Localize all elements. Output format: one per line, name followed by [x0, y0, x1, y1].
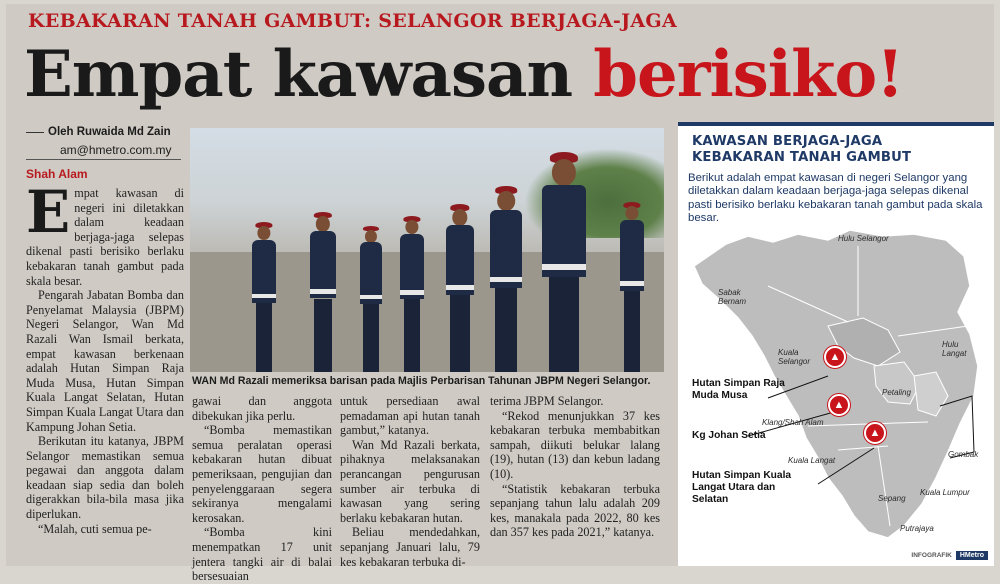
- officer-figure: [310, 212, 336, 372]
- article-column-2: [192, 394, 332, 584]
- paragraph: Berikutan itu katanya, JBPM Selangor memastikan semua pegawai dan anggota dalam keadaan siap sedia dan boleh digerakkan bila-bila masa jika diperlukan.: [26, 434, 184, 522]
- officer-figure: [620, 202, 644, 372]
- district-label: Gombak: [948, 450, 979, 459]
- byline-rule: [26, 132, 44, 133]
- photo-caption: WAN Md Razali memeriksa barisan pada Majlis Perbarisan Tahunan JBPM Negeri Selangor.: [192, 375, 651, 387]
- paragraph: Wan Md Razali berkata, pihaknya melaksanakan perancangan pengurusan sumber air terbuka di kawasan yang sering berlaku kebakaran hutan.: [340, 437, 480, 525]
- hmetro-logo: HMetro: [956, 551, 988, 560]
- parade-photo: [190, 128, 664, 372]
- paragraph: untuk persediaan awal pemadaman api hutan tanah gambut,” katanya.: [340, 394, 480, 438]
- officer-figure: [542, 152, 586, 372]
- district-label: Kuala Selangor: [778, 348, 811, 366]
- article-column-1: [26, 178, 184, 566]
- infographic-footer: [911, 551, 988, 560]
- paragraph: mpat kawasan di negeri ini diletakkan dalam keadaan berjaga-jaga selepas dikenal pasti berisiko berlaku kebakaran tanah gambut pada skala besar.: [26, 186, 184, 288]
- article-column-4: [490, 394, 660, 564]
- email-rule: [26, 159, 181, 160]
- paragraph: “Statistik kebakaran terbuka sepanjang tahun lalu adalah 209 kes, manakala pada 2022, 80 kes dan 357 kes pada 2021,” katanya.: [490, 481, 660, 540]
- fire-icon: ▲: [864, 422, 886, 444]
- headline-part1: Empat kawasan: [24, 37, 594, 112]
- officer-figure: [446, 204, 474, 372]
- district-label: Sepang: [878, 494, 906, 503]
- officer-figure: [252, 222, 276, 372]
- byline: Oleh Ruwaida Md Zain: [48, 126, 171, 138]
- paragraph: Pengarah Jabatan Bomba dan Penyelamat Malaysia (JBPM) Negeri Selangor, Wan Md Razali Wan Ismail berkata, empat kawasan berkenaan adalah Hutan Simpan Raja Muda Musa, Hutan Simpan Kuala Langat Selatan, Hutan Simpan Kuala Langat Utara dan Kampung Johan Setia.: [26, 288, 184, 434]
- site-label-raja-muda-musa: Hutan Simpan Raja Muda Musa: [692, 378, 785, 401]
- district-label: Hulu Langat: [942, 340, 967, 358]
- district-label: Klang/Shah Alam: [762, 418, 824, 427]
- infographic-title: [692, 134, 911, 166]
- officer-figure: [490, 186, 522, 372]
- district-label: Kuala Langat: [788, 456, 836, 465]
- district-label: Putrajaya: [900, 524, 934, 533]
- headline-part2: berisiko!: [593, 37, 904, 112]
- district-label: Petaling: [882, 388, 911, 397]
- location: Shah Alam: [26, 167, 88, 181]
- newspaper-page: [6, 4, 994, 584]
- headline: [24, 30, 903, 120]
- kicker: KEBAKARAN TANAH GAMBUT: SELANGOR BERJAGA-JAGA: [28, 10, 677, 32]
- paragraph: “Rekod menunjukkan 37 kes kebakaran terbuka membabitkan sampah, diikuti belukar lalang (19), hutan (13) dan kebun ladang (10).: [490, 408, 660, 481]
- paragraph: “Bomba kini menempatkan 17 unit jentera tangki air di balai bersesuaian: [192, 525, 332, 584]
- author-email[interactable]: am@hmetro.com.my: [60, 143, 172, 157]
- dropcap: E: [26, 178, 71, 246]
- officer-figure: [360, 226, 382, 372]
- infographic-description: Berikut adalah empat kawasan di negeri Selangor yang diletakkan dalam keadaan berjaga-jaga selepas dikenal pasti berisiko berlaku kebakaran tanah gambut pada skala besar.: [688, 172, 983, 225]
- infographic-credit: INFOGRAFIK: [911, 552, 952, 559]
- paragraph: Beliau mendedahkan, sepanjang Januari lalu, 79 kes kebakaran terbuka di-: [340, 525, 480, 569]
- selangor-map: [678, 226, 994, 548]
- site-label-kuala-langat: Hutan Simpan Kuala Langat Utara dan Selatan: [692, 470, 792, 505]
- district-label: Kuala Lumpur: [920, 488, 970, 497]
- officer-figure: [400, 216, 424, 372]
- infographic-title-line1: KAWASAN BERJAGA-JAGA: [692, 134, 883, 149]
- fire-icon: ▲: [828, 394, 850, 416]
- paragraph: “Bomba memastikan semua peralatan operasi kebakaran hutan dibuat pemeriksaan, pengujian dan penyelenggaraan segera sekiranya mengalami kerosakan.: [192, 423, 332, 525]
- paragraph: terima JBPM Selangor.: [490, 394, 604, 408]
- district-label: Sabak Bernam: [718, 288, 747, 306]
- fire-icon: ▲: [824, 346, 846, 368]
- article-column-3: [340, 394, 480, 569]
- district-label: Hulu Selangor: [838, 234, 889, 243]
- infographic-panel: [678, 122, 994, 566]
- paragraph: gawai dan anggota dibekukan jika perlu.: [192, 394, 332, 423]
- infographic-title-line2: KEBAKARAN TANAH GAMBUT: [692, 150, 912, 165]
- site-label-johan-setia: Kg Johan Setia: [692, 430, 766, 441]
- paragraph: “Malah, cuti semua pe-: [38, 521, 152, 536]
